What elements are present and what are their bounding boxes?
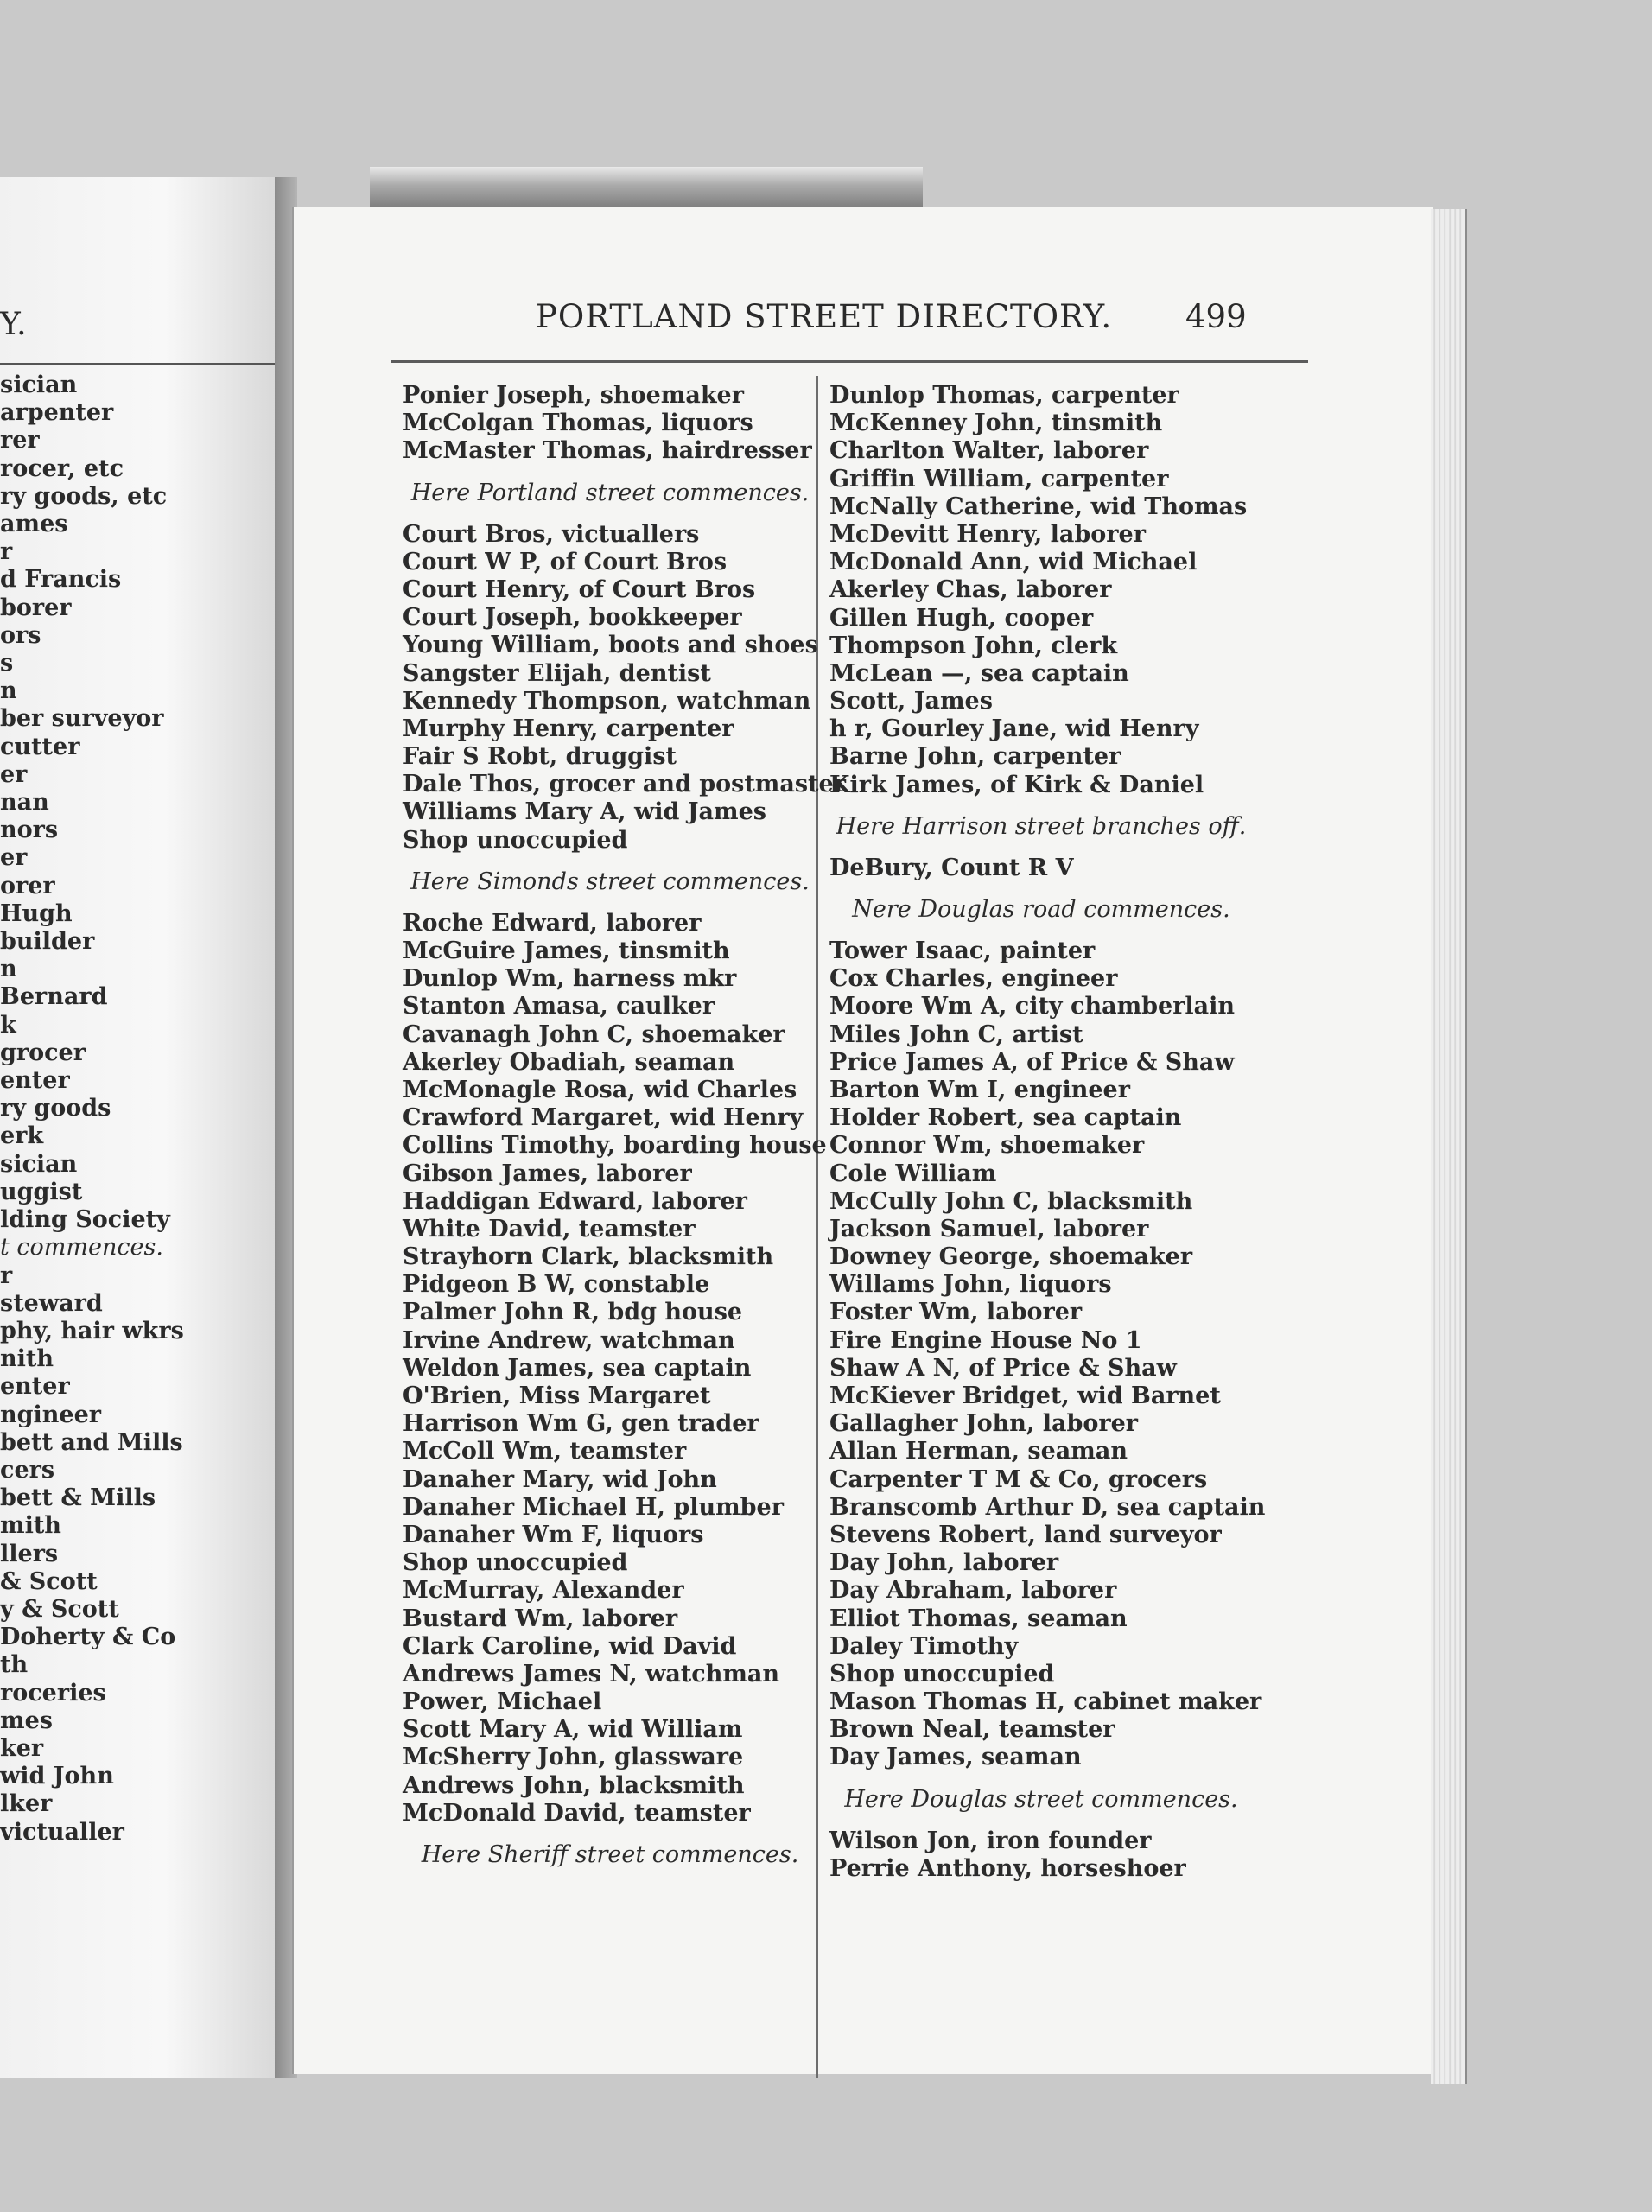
directory-entry: Shop unoccupied xyxy=(403,826,628,854)
directory-entry: Downey George, shoemaker xyxy=(829,1243,1193,1271)
street-note: Here Harrison street branches off. xyxy=(836,812,1247,840)
directory-entry: Stevens Robert, land surveyor xyxy=(829,1521,1222,1548)
left-page-fragment-line: nan xyxy=(0,789,49,817)
left-page-fragment-line: phy, hair wkrs xyxy=(0,1317,184,1344)
directory-entry: Clark Caroline, wid David xyxy=(403,1632,737,1660)
directory-entry: Court W P, of Court Bros xyxy=(403,548,728,575)
left-page-fragment-line: builder xyxy=(0,928,95,956)
left-page-fragment-line: bett & Mills xyxy=(0,1484,156,1512)
left-page-fragment-line: k xyxy=(0,1011,16,1039)
directory-entry: McKiever Bridget, wid Barnet xyxy=(829,1382,1221,1409)
left-page-fragment-line: borer xyxy=(0,594,72,621)
directory-entry: Shop unoccupied xyxy=(403,1549,628,1577)
directory-entry: Haddigan Edward, laborer xyxy=(403,1187,747,1215)
directory-entry: Scott Mary A, wid William xyxy=(403,1716,743,1744)
directory-entry: Williams Mary A, wid James xyxy=(403,798,766,826)
left-page-edge xyxy=(0,177,275,2078)
left-page-fragment-line: t commences. xyxy=(0,1234,163,1262)
directory-entry: McColl Wm, teamster xyxy=(403,1438,687,1465)
page-header xyxy=(294,298,1433,350)
left-page-fragment-line: Hugh xyxy=(0,899,73,927)
left-page-fragment-line: uggist xyxy=(0,1178,83,1205)
directory-entry: Tower Isaac, painter xyxy=(829,938,1096,964)
directory-entry: Day Abraham, laborer xyxy=(829,1577,1117,1605)
left-page-fragment-line: orer xyxy=(0,872,55,899)
left-page-fragment-line: ker xyxy=(0,1734,44,1762)
left-page-fragment-line: rocer, etc xyxy=(0,454,124,482)
left-page-fragment-line: s xyxy=(0,650,14,677)
left-page-fragment-line: nors xyxy=(0,817,59,844)
directory-entry: McMaster Thomas, hairdresser xyxy=(403,437,812,465)
street-note: Here Sheriff street commences. xyxy=(421,1841,799,1868)
left-page-fragment-line: rer xyxy=(0,427,40,454)
street-note: Nere Douglas road commences. xyxy=(852,896,1230,923)
directory-entry: Allan Herman, seaman xyxy=(829,1438,1128,1465)
left-page-fragment-line: y & Scott xyxy=(0,1595,119,1623)
left-page-fragment-line: ry goods xyxy=(0,1095,111,1122)
directory-entry: Dunlop Wm, harness mkr xyxy=(403,965,737,993)
directory-entry: Sangster Elijah, dentist xyxy=(403,659,711,687)
directory-entry: Day James, seaman xyxy=(829,1744,1082,1771)
directory-entry: McSherry John, glassware xyxy=(403,1744,744,1771)
left-page-fragment-line: er xyxy=(0,760,28,788)
directory-entry: Thompson John, clerk xyxy=(829,632,1118,659)
directory-entry: Collins Timothy, boarding house xyxy=(403,1132,827,1160)
left-page-fragment-line: er xyxy=(0,844,28,872)
left-page-fragment-line: victualler xyxy=(0,1818,124,1846)
street-note: Here Simonds street commences. xyxy=(410,868,810,895)
directory-entry: Shaw A N, of Price & Shaw xyxy=(829,1354,1177,1382)
left-page-header-rule xyxy=(0,363,275,365)
directory-entry: McDonald Ann, wid Michael xyxy=(829,549,1198,576)
directory-entry: Danaher Michael H, plumber xyxy=(403,1493,784,1521)
directory-entry: Kennedy Thompson, watchman xyxy=(403,687,811,715)
directory-page xyxy=(292,207,1433,2074)
left-page-fragment-line: grocer xyxy=(0,1039,86,1066)
left-page-fragment-line: steward xyxy=(0,1289,103,1317)
directory-entry: Carpenter T M & Co, grocers xyxy=(829,1465,1208,1493)
left-page-fragment-line: roceries xyxy=(0,1679,106,1707)
directory-column-right xyxy=(829,382,1265,1883)
directory-entry: Ponier Joseph, shoemaker xyxy=(403,382,744,409)
directory-entry: Branscomb Arthur D, sea captain xyxy=(829,1493,1266,1521)
directory-entry: McNally Catherine, wid Thomas xyxy=(829,493,1248,520)
directory-entry: Willams John, liquors xyxy=(829,1271,1112,1299)
left-page-fragment-line: llers xyxy=(0,1540,59,1567)
directory-entry: Crawford Margaret, wid Henry xyxy=(403,1104,804,1132)
left-page-fragment-line: mith xyxy=(0,1512,61,1540)
directory-entry: Barne John, carpenter xyxy=(829,743,1121,771)
left-page-fragment-line: mes xyxy=(0,1707,53,1734)
directory-entry: Barton Wm I, engineer xyxy=(829,1076,1130,1103)
left-page-fragment-line: bett and Mills xyxy=(0,1428,183,1456)
left-page-fragment-line: Doherty & Co xyxy=(0,1624,176,1651)
directory-entry: Kirk James, of Kirk & Daniel xyxy=(829,771,1204,798)
left-page-fragment-line: d Francis xyxy=(0,566,122,594)
left-page-fragment-line: n xyxy=(0,677,17,705)
directory-entry: Akerley Chas, laborer xyxy=(829,576,1112,604)
directory-entry: Akerley Obadiah, seaman xyxy=(403,1048,735,1076)
directory-entry: Griffin William, carpenter xyxy=(829,465,1169,493)
page-title: PORTLAND STREET DIRECTORY. xyxy=(536,298,1113,335)
directory-entry: DeBury, Count R V xyxy=(829,854,1074,881)
left-page-fragment-line: wid John xyxy=(0,1763,114,1790)
directory-entry: Day John, laborer xyxy=(829,1549,1059,1577)
directory-entry: Pidgeon B W, constable xyxy=(403,1271,710,1299)
directory-entry: Dale Thos, grocer and postmaster xyxy=(403,771,846,798)
directory-entry: Gillen Hugh, cooper xyxy=(829,604,1094,632)
directory-entry: Cole William xyxy=(829,1160,997,1187)
directory-entry: Mason Thomas H, cabinet maker xyxy=(829,1688,1262,1716)
page-number: 499 xyxy=(1185,298,1247,335)
directory-entry: Irvine Andrew, watchman xyxy=(403,1326,735,1354)
directory-entry: McGuire James, tinsmith xyxy=(403,938,730,964)
directory-entry: h r, Gourley Jane, wid Henry xyxy=(829,715,1199,743)
directory-entry: Elliot Thomas, seaman xyxy=(829,1605,1128,1632)
directory-entry: Holder Robert, sea captain xyxy=(829,1104,1182,1132)
left-page-fragment-line: erk xyxy=(0,1122,44,1150)
directory-entry: Connor Wm, shoemaker xyxy=(829,1132,1145,1160)
directory-entry: Cox Charles, engineer xyxy=(829,965,1118,993)
binding-strip xyxy=(370,167,923,208)
left-page-fragment-line: ames xyxy=(0,511,68,538)
directory-entry: White David, teamster xyxy=(403,1215,696,1243)
left-page-fragment-line: sician xyxy=(0,1150,78,1178)
left-page-fragment-line: r xyxy=(0,538,13,566)
left-page-fragment-line: ry goods, etc xyxy=(0,482,168,510)
directory-entry: Andrews John, blacksmith xyxy=(403,1771,745,1799)
directory-entry: Fair S Robt, druggist xyxy=(403,743,677,771)
directory-entry: Bustard Wm, laborer xyxy=(403,1605,678,1632)
directory-entry: Young William, boots and shoes xyxy=(403,632,818,659)
directory-entry: Danaher Wm F, liquors xyxy=(403,1521,704,1548)
left-page-fragment-line: n xyxy=(0,956,17,983)
left-page-fragment-line: lker xyxy=(0,1790,53,1818)
directory-entry: McDonald David, teamster xyxy=(403,1799,751,1827)
directory-entry: Power, Michael xyxy=(403,1688,602,1716)
directory-entry: McMonagle Rosa, wid Charles xyxy=(403,1076,797,1103)
directory-entry: Shop unoccupied xyxy=(829,1660,1055,1688)
left-page-fragment-line: r xyxy=(0,1262,13,1289)
left-page-fragment-line: nith xyxy=(0,1345,54,1373)
directory-entry: Palmer John R, bdg house xyxy=(403,1299,743,1326)
directory-entry: Fire Engine House No 1 xyxy=(829,1326,1142,1354)
directory-entry: Court Bros, victuallers xyxy=(403,520,700,548)
left-page-fragment-line: cers xyxy=(0,1456,55,1484)
directory-entry: Danaher Mary, wid John xyxy=(403,1465,717,1493)
directory-entry: McKenney John, tinsmith xyxy=(829,410,1163,437)
directory-entry: Murphy Henry, carpenter xyxy=(403,715,734,742)
directory-entry: Stanton Amasa, caulker xyxy=(403,993,715,1020)
directory-entry: Wilson Jon, iron founder xyxy=(829,1827,1152,1854)
directory-entry: Scott, James xyxy=(829,688,993,715)
directory-entry: McCully John C, blacksmith xyxy=(829,1187,1193,1215)
left-page-fragment-line: th xyxy=(0,1651,29,1679)
directory-entry: Brown Neal, teamster xyxy=(829,1716,1115,1744)
left-page-fragment-line: cutter xyxy=(0,733,80,760)
directory-entry: Harrison Wm G, gen trader xyxy=(403,1410,759,1438)
left-page-header-fragment: Y. xyxy=(0,307,27,342)
directory-entry: Perrie Anthony, horseshoer xyxy=(829,1854,1186,1882)
directory-entry: McMurray, Alexander xyxy=(403,1577,684,1605)
left-page-text-fragments xyxy=(0,372,184,1847)
directory-entry: McLean —, sea captain xyxy=(829,659,1129,687)
directory-entry: McDevitt Henry, laborer xyxy=(829,520,1146,548)
directory-entry: Moore Wm A, city chamberlain xyxy=(829,993,1236,1020)
directory-entry: McColgan Thomas, liquors xyxy=(403,410,753,437)
directory-entry: Gallagher John, laborer xyxy=(829,1410,1138,1438)
left-page-fragment-line: & Scott xyxy=(0,1567,98,1595)
directory-entry: Roche Edward, laborer xyxy=(403,909,702,937)
left-page-fragment-line: Bernard xyxy=(0,983,108,1011)
directory-entry: Dunlop Thomas, carpenter xyxy=(829,382,1179,409)
left-page-fragment-line: ors xyxy=(0,621,41,649)
directory-entry: Court Henry, of Court Bros xyxy=(403,575,756,603)
left-page-fragment-line: ber surveyor xyxy=(0,705,164,733)
left-page-fragment-line: arpenter xyxy=(0,399,114,427)
directory-entry: Charlton Walter, laborer xyxy=(829,437,1149,465)
left-page-fragment-line: enter xyxy=(0,1373,70,1401)
left-page-fragment-line: lding Society xyxy=(0,1206,170,1234)
directory-entry: Foster Wm, laborer xyxy=(829,1299,1083,1326)
directory-entry: Cavanagh John C, shoemaker xyxy=(403,1020,785,1048)
directory-entry: Daley Timothy xyxy=(829,1632,1019,1660)
directory-entry: O'Brien, Miss Margaret xyxy=(403,1382,711,1409)
directory-entry: Andrews James N, watchman xyxy=(403,1660,780,1688)
left-page-fragment-line: enter xyxy=(0,1067,70,1095)
left-page-fragment-line: ngineer xyxy=(0,1401,101,1428)
directory-entry: Jackson Samuel, laborer xyxy=(829,1215,1149,1243)
street-note: Here Portland street commences. xyxy=(410,479,810,506)
directory-entry: Weldon James, sea captain xyxy=(403,1354,752,1382)
directory-entry: Gibson James, laborer xyxy=(403,1160,692,1187)
left-page-fragment-line: sician xyxy=(0,372,78,398)
directory-entry: Court Joseph, bookkeeper xyxy=(403,604,742,632)
header-rule xyxy=(391,360,1308,363)
page-edge-stack xyxy=(1431,209,1467,2084)
directory-entry: Price James A, of Price & Shaw xyxy=(829,1048,1235,1076)
directory-entry: Miles John C, artist xyxy=(829,1020,1083,1048)
directory-entry: Strayhorn Clark, blacksmith xyxy=(403,1243,774,1271)
street-note: Here Douglas street commences. xyxy=(844,1785,1238,1813)
directory-column-left xyxy=(403,382,846,1883)
